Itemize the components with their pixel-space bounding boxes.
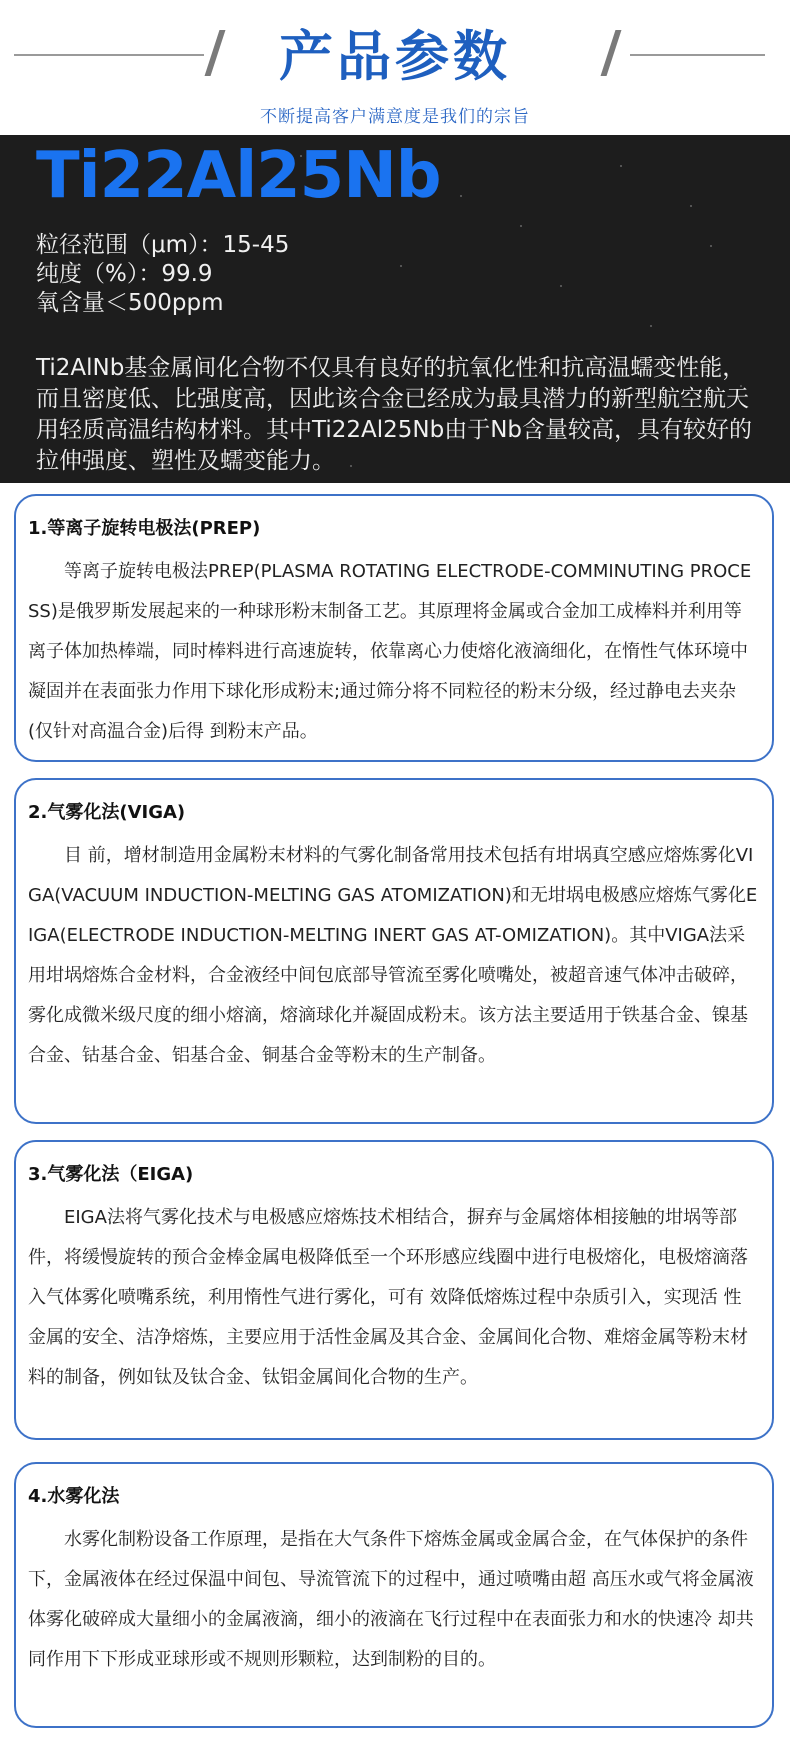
method-card-eiga: [14, 1140, 774, 1440]
method-text: 水雾化制粉设备工作原理，是指在大气条件下熔炼金属或金属合金，在气体保护的条件下，金属液体在经过保温中间包、导流管流下的过程中，通过喷嘴由超 高压水或气将金属液体雾化破碎成大量细小的金属液滴，细小的液滴在飞行过程中在表面张力和水的快速冷 却共同作用下下形成亚球形或不规则形颗粒，达到制粉的目的。: [28, 1529, 754, 1670]
method-title: 4.水雾化法: [28, 1486, 120, 1507]
product-specs: [36, 231, 289, 318]
method-text: 等离子旋转电极法PREP(PLASMA ROTATING ELECTRODE-COMMINUTING PROCESS)是俄罗斯发展起来的一种球形粉末制备工艺。其原理将金属或合金加工成棒料并利用等离子体加热棒端，同时棒料进行高速旋转，依靠离心力使熔化液滴细化，在惰性气体环境中凝固并在表面张力作用下球化形成粉末;通过筛分将不同粒径的粉末分级，经过静电去夹杂(仅针对高温合金)后得 到粉末产品。: [28, 561, 752, 742]
page-header: [0, 0, 790, 135]
product-hero: [0, 135, 790, 483]
method-title: 2.气雾化法(VIGA): [28, 802, 186, 823]
method-card-water: [14, 1462, 774, 1728]
spec-particle-size: 粒径范围（μm）：15-45: [36, 232, 290, 258]
spec-oxygen: 氧含量＜500ppm: [36, 290, 224, 316]
page-title: 产品参数: [279, 25, 511, 88]
header-divider-right: [630, 54, 765, 56]
spec-purity: 纯度（%）：99.9: [36, 261, 213, 287]
method-text: 目 前，增材制造用金属粉末材料的气雾化制备常用技术包括有坩埚真空感应熔炼雾化VIGA(VACUUM INDUCTION-MELTING GAS ATOMIZATION)和无坩埚电极感应熔炼气雾化EIGA(ELECTRODE INDUCTION-MELTING INERT GAS AT-OMIZATION)。其中VIGA法采用坩埚熔炼合金材料，合金液经中间包底部导管流至雾化喷嘴处，被超音速气体冲击破碎，雾化成微米级尺度的细小熔滴，熔滴球化并凝固成粉末。该方法主要适用于铁基合金、镍基合金、钴基合金、铝基合金、铜基合金等粉末的生产制备。: [28, 845, 758, 1066]
method-title: 1.等离子旋转电极法(PREP): [28, 518, 261, 539]
method-card-prep: [14, 494, 774, 762]
method-text: EIGA法将气雾化技术与电极感应熔炼技术相结合，摒弃与金属熔体相接触的坩埚等部件，将缓慢旋转的预合金棒金属电极降低至一个环形感应线圈中进行电极熔化，电极熔滴落入气体雾化喷嘴系统，利用惰性气进行雾化，可有 效降低熔炼过程中杂质引入，实现活 性金属的安全、洁净熔炼，主要应用于活性金属及其合金、金属间化合物、难熔金属等粉末材料的制备，例如钛及钛合金、钛铝金属间化合物的生产。: [28, 1207, 748, 1388]
product-name: Ti22Al25Nb: [36, 139, 441, 213]
product-description: Ti2AlNb基金属间化合物不仅具有良好的抗氧化性和抗高温蠕变性能，而且密度低、比强度高，因此该合金已经成为最具潜力的新型航空航天用轻质高温结构材料。其中Ti22Al25Nb由于Nb含量较高，具有较好的拉伸强度、塑性及蠕变能力。: [36, 355, 752, 474]
method-card-viga: [14, 778, 774, 1124]
method-title: 3.气雾化法（EIGA): [28, 1164, 194, 1185]
page-subtitle: 不断提高客户满意度是我们的宗旨: [260, 107, 530, 127]
